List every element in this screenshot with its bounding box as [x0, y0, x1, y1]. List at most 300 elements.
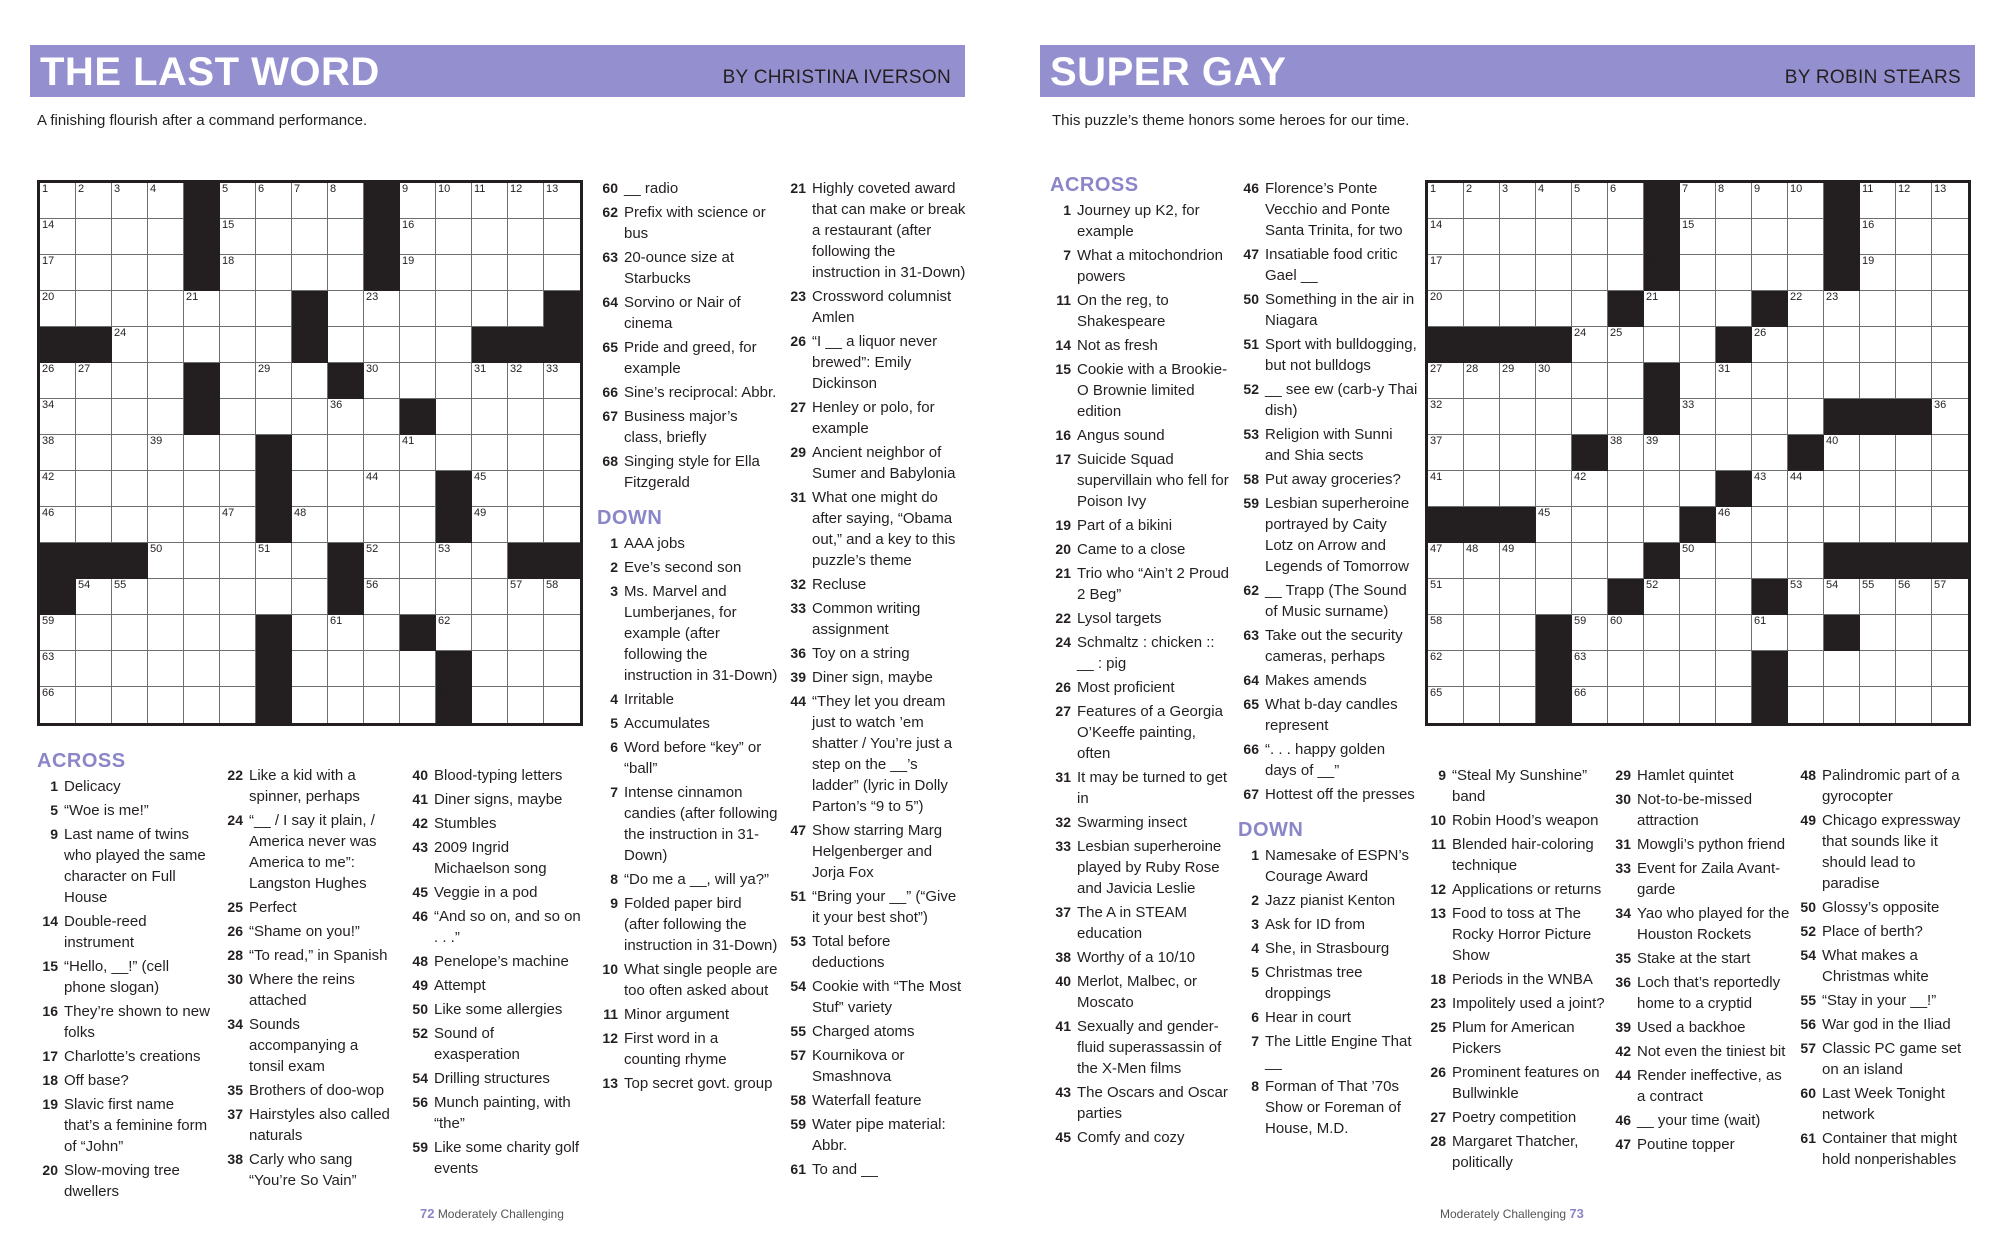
grid-cell[interactable] — [1932, 687, 1968, 723]
grid-cell[interactable] — [292, 399, 328, 435]
grid-cell[interactable] — [1644, 651, 1680, 687]
grid-cell[interactable] — [1572, 471, 1608, 507]
grid-cell[interactable] — [1896, 615, 1932, 651]
grid-cell[interactable] — [220, 651, 256, 687]
grid-cell[interactable] — [1824, 363, 1860, 399]
grid-cell[interactable] — [1644, 327, 1680, 363]
grid-cell[interactable] — [112, 291, 148, 327]
grid-cell[interactable] — [40, 615, 76, 651]
grid-cell[interactable] — [1608, 651, 1644, 687]
grid-cell[interactable] — [544, 651, 580, 687]
grid-cell[interactable] — [292, 615, 328, 651]
grid-cell[interactable] — [184, 291, 220, 327]
grid-cell[interactable] — [1860, 651, 1896, 687]
grid-cell[interactable] — [40, 255, 76, 291]
grid-cell[interactable] — [1644, 507, 1680, 543]
grid-cell[interactable] — [1932, 399, 1968, 435]
grid-cell[interactable] — [292, 219, 328, 255]
grid-cell[interactable] — [472, 615, 508, 651]
grid-cell[interactable] — [1644, 615, 1680, 651]
grid-cell[interactable] — [544, 507, 580, 543]
grid-cell[interactable] — [1428, 579, 1464, 615]
grid-cell[interactable] — [400, 435, 436, 471]
grid-cell[interactable] — [1788, 327, 1824, 363]
grid-cell[interactable] — [1860, 219, 1896, 255]
grid-cell[interactable] — [436, 543, 472, 579]
grid-cell[interactable] — [1572, 615, 1608, 651]
grid-cell[interactable] — [1824, 327, 1860, 363]
grid-cell[interactable] — [1500, 363, 1536, 399]
grid-cell[interactable] — [1788, 615, 1824, 651]
grid-cell[interactable] — [400, 651, 436, 687]
grid-cell[interactable] — [1824, 435, 1860, 471]
grid-cell[interactable] — [184, 615, 220, 651]
grid-cell[interactable] — [40, 363, 76, 399]
grid-cell[interactable] — [148, 651, 184, 687]
grid-cell[interactable] — [76, 471, 112, 507]
grid-cell[interactable] — [76, 255, 112, 291]
grid-cell[interactable] — [220, 219, 256, 255]
grid-cell[interactable] — [508, 471, 544, 507]
grid-cell[interactable] — [400, 579, 436, 615]
grid-cell[interactable] — [1572, 363, 1608, 399]
grid-cell[interactable] — [1932, 615, 1968, 651]
grid-cell[interactable] — [364, 579, 400, 615]
grid-cell[interactable] — [292, 183, 328, 219]
grid-cell[interactable] — [1428, 255, 1464, 291]
grid-cell[interactable] — [112, 615, 148, 651]
grid-cell[interactable] — [1608, 435, 1644, 471]
grid-cell[interactable] — [1896, 327, 1932, 363]
grid-cell[interactable] — [112, 579, 148, 615]
grid-cell[interactable] — [1500, 435, 1536, 471]
grid-cell[interactable] — [1716, 687, 1752, 723]
grid-cell[interactable] — [472, 471, 508, 507]
grid-cell[interactable] — [1752, 255, 1788, 291]
grid-cell[interactable] — [1608, 219, 1644, 255]
grid-cell[interactable] — [1464, 651, 1500, 687]
grid-cell[interactable] — [472, 507, 508, 543]
grid-cell[interactable] — [1608, 615, 1644, 651]
grid-cell[interactable] — [472, 219, 508, 255]
grid-cell[interactable] — [148, 687, 184, 723]
grid-cell[interactable] — [1464, 471, 1500, 507]
grid-cell[interactable] — [40, 687, 76, 723]
grid-cell[interactable] — [1788, 543, 1824, 579]
grid-cell[interactable] — [184, 435, 220, 471]
grid-cell[interactable] — [1932, 363, 1968, 399]
grid-cell[interactable] — [1788, 183, 1824, 219]
grid-cell[interactable] — [1716, 255, 1752, 291]
grid-cell[interactable] — [1896, 219, 1932, 255]
grid-cell[interactable] — [400, 687, 436, 723]
grid-cell[interactable] — [1500, 219, 1536, 255]
grid-cell[interactable] — [328, 291, 364, 327]
grid-cell[interactable] — [292, 687, 328, 723]
grid-cell[interactable] — [436, 219, 472, 255]
grid-cell[interactable] — [508, 615, 544, 651]
grid-cell[interactable] — [328, 507, 364, 543]
grid-cell[interactable] — [1572, 219, 1608, 255]
grid-cell[interactable] — [1824, 507, 1860, 543]
grid-cell[interactable] — [76, 399, 112, 435]
grid-cell[interactable] — [1608, 255, 1644, 291]
grid-cell[interactable] — [1428, 291, 1464, 327]
grid-cell[interactable] — [436, 291, 472, 327]
grid-cell[interactable] — [1896, 507, 1932, 543]
grid-cell[interactable] — [1896, 363, 1932, 399]
grid-cell[interactable] — [1500, 471, 1536, 507]
grid-cell[interactable] — [1860, 183, 1896, 219]
grid-cell[interactable] — [1608, 471, 1644, 507]
grid-cell[interactable] — [148, 219, 184, 255]
grid-cell[interactable] — [1572, 651, 1608, 687]
grid-cell[interactable] — [1464, 687, 1500, 723]
grid-cell[interactable] — [328, 435, 364, 471]
grid-cell[interactable] — [328, 327, 364, 363]
grid-cell[interactable] — [1464, 183, 1500, 219]
grid-cell[interactable] — [40, 435, 76, 471]
grid-cell[interactable] — [328, 183, 364, 219]
grid-cell[interactable] — [1680, 615, 1716, 651]
grid-cell[interactable] — [1464, 399, 1500, 435]
grid-cell[interactable] — [1680, 363, 1716, 399]
grid-cell[interactable] — [1500, 543, 1536, 579]
grid-cell[interactable] — [1716, 399, 1752, 435]
grid-cell[interactable] — [544, 399, 580, 435]
grid-cell[interactable] — [1536, 471, 1572, 507]
grid-cell[interactable] — [148, 183, 184, 219]
grid-cell[interactable] — [40, 651, 76, 687]
grid-cell[interactable] — [1428, 543, 1464, 579]
grid-cell[interactable] — [1932, 183, 1968, 219]
grid-cell[interactable] — [364, 507, 400, 543]
grid-cell[interactable] — [1752, 435, 1788, 471]
grid-cell[interactable] — [256, 219, 292, 255]
grid-cell[interactable] — [472, 579, 508, 615]
grid-cell[interactable] — [40, 291, 76, 327]
grid-cell[interactable] — [292, 507, 328, 543]
grid-cell[interactable] — [1752, 615, 1788, 651]
grid-cell[interactable] — [220, 579, 256, 615]
grid-cell[interactable] — [1572, 255, 1608, 291]
grid-cell[interactable] — [256, 183, 292, 219]
grid-cell[interactable] — [436, 183, 472, 219]
grid-cell[interactable] — [76, 615, 112, 651]
grid-cell[interactable] — [1932, 651, 1968, 687]
grid-cell[interactable] — [508, 399, 544, 435]
grid-cell[interactable] — [1752, 219, 1788, 255]
grid-cell[interactable] — [112, 219, 148, 255]
grid-cell[interactable] — [1572, 399, 1608, 435]
grid-cell[interactable] — [1752, 543, 1788, 579]
grid-cell[interactable] — [1716, 507, 1752, 543]
grid-cell[interactable] — [328, 219, 364, 255]
grid-cell[interactable] — [148, 363, 184, 399]
grid-cell[interactable] — [256, 579, 292, 615]
grid-cell[interactable] — [1536, 435, 1572, 471]
grid-cell[interactable] — [436, 579, 472, 615]
grid-cell[interactable] — [1500, 579, 1536, 615]
grid-cell[interactable] — [1788, 363, 1824, 399]
grid-cell[interactable] — [256, 291, 292, 327]
grid-cell[interactable] — [220, 255, 256, 291]
grid-cell[interactable] — [1824, 687, 1860, 723]
grid-cell[interactable] — [436, 399, 472, 435]
grid-cell[interactable] — [1536, 579, 1572, 615]
grid-cell[interactable] — [364, 615, 400, 651]
grid-cell[interactable] — [400, 255, 436, 291]
grid-cell[interactable] — [436, 363, 472, 399]
grid-cell[interactable] — [508, 255, 544, 291]
grid-cell[interactable] — [292, 543, 328, 579]
grid-cell[interactable] — [1500, 291, 1536, 327]
grid-cell[interactable] — [1860, 615, 1896, 651]
grid-cell[interactable] — [1572, 579, 1608, 615]
grid-cell[interactable] — [76, 651, 112, 687]
grid-cell[interactable] — [1824, 579, 1860, 615]
grid-cell[interactable] — [1572, 183, 1608, 219]
grid-cell[interactable] — [256, 255, 292, 291]
grid-cell[interactable] — [184, 327, 220, 363]
grid-cell[interactable] — [148, 543, 184, 579]
grid-cell[interactable] — [508, 579, 544, 615]
grid-cell[interactable] — [1428, 219, 1464, 255]
grid-cell[interactable] — [508, 183, 544, 219]
grid-cell[interactable] — [364, 363, 400, 399]
grid-cell[interactable] — [1608, 327, 1644, 363]
grid-cell[interactable] — [1644, 579, 1680, 615]
grid-cell[interactable] — [220, 687, 256, 723]
grid-cell[interactable] — [112, 471, 148, 507]
grid-cell[interactable] — [328, 471, 364, 507]
grid-cell[interactable] — [292, 651, 328, 687]
grid-cell[interactable] — [220, 399, 256, 435]
grid-cell[interactable] — [292, 255, 328, 291]
grid-cell[interactable] — [1896, 183, 1932, 219]
grid-cell[interactable] — [544, 255, 580, 291]
grid-cell[interactable] — [400, 543, 436, 579]
grid-cell[interactable] — [1680, 291, 1716, 327]
grid-cell[interactable] — [1896, 579, 1932, 615]
grid-cell[interactable] — [256, 327, 292, 363]
grid-cell[interactable] — [1500, 651, 1536, 687]
grid-cell[interactable] — [544, 579, 580, 615]
grid-cell[interactable] — [1788, 579, 1824, 615]
grid-cell[interactable] — [1536, 183, 1572, 219]
grid-cell[interactable] — [472, 399, 508, 435]
grid-cell[interactable] — [184, 651, 220, 687]
grid-cell[interactable] — [256, 543, 292, 579]
grid-cell[interactable] — [472, 183, 508, 219]
grid-cell[interactable] — [1464, 291, 1500, 327]
grid-cell[interactable] — [1716, 363, 1752, 399]
grid-cell[interactable] — [1896, 435, 1932, 471]
grid-cell[interactable] — [1428, 615, 1464, 651]
grid-cell[interactable] — [1680, 543, 1716, 579]
grid-cell[interactable] — [1608, 543, 1644, 579]
grid-cell[interactable] — [1932, 291, 1968, 327]
grid-cell[interactable] — [508, 687, 544, 723]
grid-cell[interactable] — [76, 291, 112, 327]
grid-cell[interactable] — [76, 687, 112, 723]
grid-cell[interactable] — [1824, 651, 1860, 687]
grid-cell[interactable] — [1752, 471, 1788, 507]
grid-cell[interactable] — [1608, 507, 1644, 543]
grid-cell[interactable] — [1428, 435, 1464, 471]
grid-cell[interactable] — [76, 363, 112, 399]
grid-cell[interactable] — [1572, 291, 1608, 327]
grid-cell[interactable] — [400, 507, 436, 543]
grid-cell[interactable] — [472, 543, 508, 579]
grid-cell[interactable] — [1428, 687, 1464, 723]
grid-cell[interactable] — [1860, 507, 1896, 543]
grid-cell[interactable] — [472, 291, 508, 327]
grid-cell[interactable] — [436, 255, 472, 291]
grid-cell[interactable] — [1932, 327, 1968, 363]
grid-cell[interactable] — [508, 291, 544, 327]
grid-cell[interactable] — [1680, 255, 1716, 291]
grid-cell[interactable] — [328, 399, 364, 435]
grid-cell[interactable] — [1896, 255, 1932, 291]
grid-cell[interactable] — [328, 615, 364, 651]
grid-cell[interactable] — [76, 507, 112, 543]
grid-cell[interactable] — [1752, 507, 1788, 543]
grid-cell[interactable] — [1752, 363, 1788, 399]
grid-cell[interactable] — [1860, 363, 1896, 399]
grid-cell[interactable] — [1644, 687, 1680, 723]
grid-cell[interactable] — [184, 579, 220, 615]
grid-cell[interactable] — [1860, 435, 1896, 471]
grid-cell[interactable] — [1788, 651, 1824, 687]
grid-cell[interactable] — [1680, 471, 1716, 507]
grid-cell[interactable] — [436, 327, 472, 363]
grid-cell[interactable] — [544, 363, 580, 399]
grid-cell[interactable] — [472, 687, 508, 723]
grid-cell[interactable] — [220, 291, 256, 327]
grid-cell[interactable] — [364, 687, 400, 723]
grid-cell[interactable] — [292, 435, 328, 471]
grid-cell[interactable] — [1896, 687, 1932, 723]
grid-cell[interactable] — [256, 363, 292, 399]
grid-cell[interactable] — [76, 435, 112, 471]
grid-cell[interactable] — [1716, 219, 1752, 255]
grid-cell[interactable] — [472, 255, 508, 291]
grid-cell[interactable] — [184, 543, 220, 579]
grid-cell[interactable] — [1572, 543, 1608, 579]
grid-cell[interactable] — [148, 255, 184, 291]
grid-cell[interactable] — [148, 471, 184, 507]
grid-cell[interactable] — [364, 651, 400, 687]
grid-cell[interactable] — [220, 327, 256, 363]
grid-cell[interactable] — [472, 651, 508, 687]
grid-cell[interactable] — [1500, 687, 1536, 723]
grid-cell[interactable] — [1680, 399, 1716, 435]
grid-cell[interactable] — [436, 615, 472, 651]
grid-cell[interactable] — [364, 471, 400, 507]
grid-cell[interactable] — [1500, 399, 1536, 435]
grid-cell[interactable] — [1572, 687, 1608, 723]
grid-cell[interactable] — [1860, 291, 1896, 327]
grid-cell[interactable] — [1716, 579, 1752, 615]
grid-cell[interactable] — [1752, 183, 1788, 219]
grid-cell[interactable] — [1932, 255, 1968, 291]
grid-cell[interactable] — [292, 579, 328, 615]
grid-cell[interactable] — [1644, 471, 1680, 507]
grid-cell[interactable] — [1788, 291, 1824, 327]
grid-cell[interactable] — [1752, 399, 1788, 435]
grid-cell[interactable] — [1464, 579, 1500, 615]
grid-cell[interactable] — [1788, 399, 1824, 435]
grid-cell[interactable] — [1464, 615, 1500, 651]
grid-cell[interactable] — [1644, 291, 1680, 327]
grid-cell[interactable] — [1716, 615, 1752, 651]
grid-cell[interactable] — [1860, 327, 1896, 363]
grid-cell[interactable] — [40, 219, 76, 255]
grid-cell[interactable] — [1788, 687, 1824, 723]
grid-cell[interactable] — [1716, 291, 1752, 327]
grid-cell[interactable] — [472, 435, 508, 471]
grid-cell[interactable] — [112, 183, 148, 219]
grid-cell[interactable] — [1464, 219, 1500, 255]
grid-cell[interactable] — [1680, 219, 1716, 255]
grid-cell[interactable] — [472, 363, 508, 399]
grid-cell[interactable] — [364, 291, 400, 327]
grid-cell[interactable] — [184, 507, 220, 543]
grid-cell[interactable] — [256, 399, 292, 435]
grid-cell[interactable] — [112, 255, 148, 291]
grid-cell[interactable] — [1572, 507, 1608, 543]
grid-cell[interactable] — [148, 399, 184, 435]
grid-cell[interactable] — [1536, 543, 1572, 579]
grid-cell[interactable] — [1536, 399, 1572, 435]
grid-cell[interactable] — [1680, 327, 1716, 363]
grid-cell[interactable] — [508, 363, 544, 399]
grid-cell[interactable] — [40, 507, 76, 543]
grid-cell[interactable] — [184, 471, 220, 507]
grid-cell[interactable] — [1896, 471, 1932, 507]
grid-cell[interactable] — [112, 363, 148, 399]
grid-cell[interactable] — [1788, 471, 1824, 507]
grid-cell[interactable] — [1464, 363, 1500, 399]
grid-cell[interactable] — [436, 435, 472, 471]
grid-cell[interactable] — [112, 687, 148, 723]
grid-cell[interactable] — [544, 183, 580, 219]
grid-cell[interactable] — [328, 687, 364, 723]
grid-cell[interactable] — [508, 219, 544, 255]
grid-cell[interactable] — [1716, 435, 1752, 471]
grid-cell[interactable] — [220, 507, 256, 543]
grid-cell[interactable] — [364, 399, 400, 435]
grid-cell[interactable] — [148, 615, 184, 651]
grid-cell[interactable] — [508, 435, 544, 471]
grid-cell[interactable] — [1680, 687, 1716, 723]
grid-cell[interactable] — [364, 327, 400, 363]
grid-cell[interactable] — [364, 435, 400, 471]
grid-cell[interactable] — [76, 579, 112, 615]
grid-cell[interactable] — [220, 543, 256, 579]
grid-cell[interactable] — [148, 291, 184, 327]
grid-cell[interactable] — [544, 471, 580, 507]
grid-cell[interactable] — [112, 435, 148, 471]
grid-cell[interactable] — [76, 183, 112, 219]
grid-cell[interactable] — [1536, 507, 1572, 543]
grid-cell[interactable] — [544, 219, 580, 255]
grid-cell[interactable] — [544, 435, 580, 471]
grid-cell[interactable] — [292, 471, 328, 507]
grid-cell[interactable] — [1932, 219, 1968, 255]
grid-cell[interactable] — [1680, 435, 1716, 471]
